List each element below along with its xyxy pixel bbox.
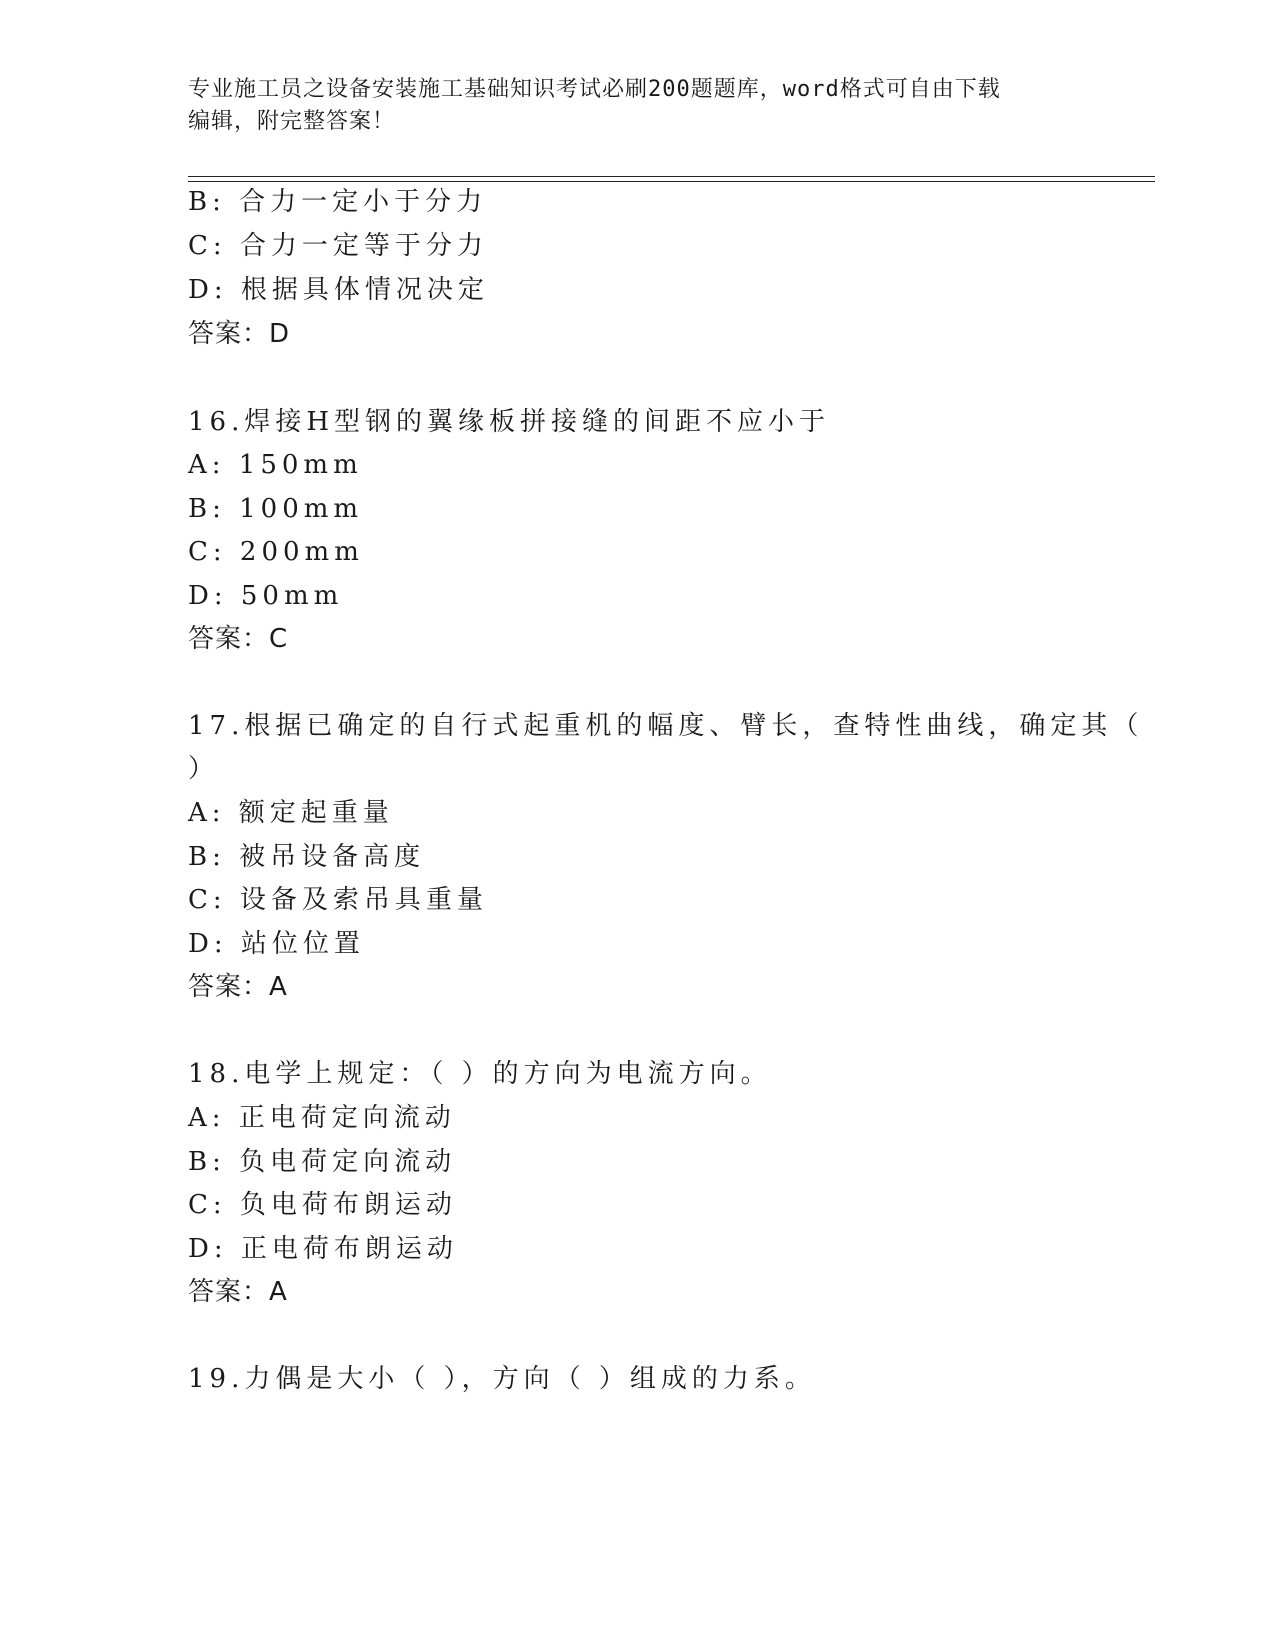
q19-stem: 19.力偶是大小（ ），方向（ ）组成的力系。 <box>188 1364 816 1394</box>
header-title-line-2: 编辑，附完整答案！ <box>188 109 396 134</box>
q18-option-c: C: 负电荷布朗运动 <box>188 1190 457 1220</box>
q18-answer: 答案：A <box>188 1277 288 1307</box>
q18-option-d: D: 正电荷布朗运动 <box>188 1234 458 1264</box>
q16-option-d: D: 50mm <box>188 581 344 611</box>
q15-option-c: C: 合力一定等于分力 <box>188 231 488 261</box>
q17-answer: 答案：A <box>188 972 288 1002</box>
q16-option-a: A: 150mm <box>188 450 363 480</box>
header-title-line-1: 专业施工员之设备安装施工基础知识考试必刷200题题库，word格式可自由下载 <box>188 77 1001 102</box>
header-divider-top <box>188 176 1155 177</box>
q17-option-a: A: 额定起重量 <box>188 798 394 828</box>
q16-option-b: B: 100mm <box>188 494 364 524</box>
q16-option-c: C: 200mm <box>188 537 364 567</box>
q17-option-c: C: 设备及索吊具重量 <box>188 885 488 915</box>
q15-option-b: B: 合力一定小于分力 <box>188 187 488 217</box>
q16-answer: 答案：C <box>188 624 289 654</box>
q15-option-d: D: 根据具体情况决定 <box>188 275 489 305</box>
q18-stem: 18.电学上规定：（ ）的方向为电流方向。 <box>188 1059 772 1089</box>
q16-stem: 16.焊接H型钢的翼缘板拼接缝的间距不应小于 <box>188 407 831 437</box>
q17-stem-line-1: 17.根据已确定的自行式起重机的幅度、臂长，查特性曲线，确定其（ <box>188 711 1144 741</box>
header-divider-bottom <box>188 181 1155 182</box>
q17-option-d: D: 站位位置 <box>188 929 365 959</box>
q18-option-a: A: 正电荷定向流动 <box>188 1103 456 1133</box>
q17-stem-line-2: ） <box>188 754 220 784</box>
q15-answer: 答案：D <box>188 319 291 349</box>
document-header <box>188 74 1088 138</box>
q18-option-b: B: 负电荷定向流动 <box>188 1147 457 1177</box>
q17-option-b: B: 被吊设备高度 <box>188 842 426 872</box>
